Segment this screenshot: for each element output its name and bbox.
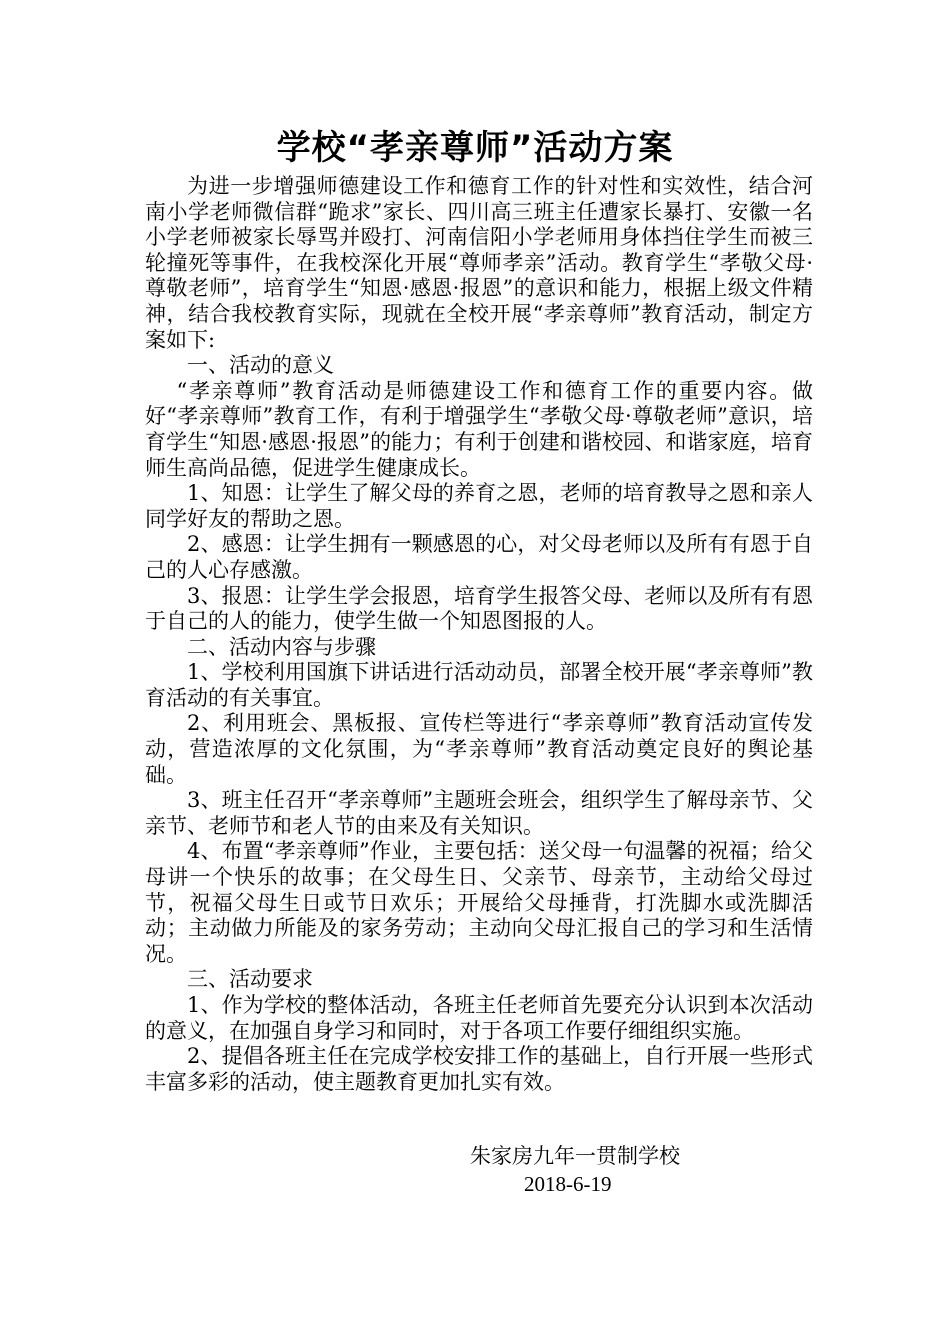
- list-item-ganen: 2、感恩：让学生拥有一颗感恩的心，对父母老师以及所有有恩于自己的人心存感激。: [145, 532, 813, 582]
- step-item-2: 2、利用班会、黑板报、宣传栏等进行“孝亲尊师”教育活动宣传发动，营造浓厚的文化氛围，为“孝亲尊师”教育活动奠定良好的舆论基础。: [145, 711, 813, 787]
- document-title: 学校“孝亲尊师”活动方案: [276, 128, 674, 168]
- signature-date: 2018-6-19: [524, 1172, 612, 1196]
- step-item-3: 3、班主任召开“孝亲尊师”主题班会班会，组织学生了解母亲节、父亲节、老师节和老人节的由来及有关知识。: [145, 788, 813, 838]
- requirement-item-1: 1、作为学校的整体活动，各班主任老师首先要充分认识到本次活动的意义，在加强自身学习和同时，对于各项工作要仔细组织实施。: [145, 993, 813, 1043]
- intro-paragraph: 为进一步增强师德建设工作和德育工作的针对性和实效性，结合河南小学老师微信群“跪求”家长、四川高三班主任遭家长暴打、安徽一名小学老师被家长辱骂并殴打、河南信阳小学老师用身体挡住学生而被三轮撞死等事件，在我校深化开展“尊师孝亲”活动。教育学生“孝敬父母·尊敬老师”，培育学生“知恩·感恩·报恩”的意识和能力，根据上级文件精神，结合我校教育实际，现就在全校开展“孝亲尊师”教育活动，制定方案如下:: [145, 174, 813, 352]
- significance-paragraph: “孝亲尊师”教育活动是师德建设工作和德育工作的重要内容。做好“孝亲尊师”教育工作，有利于增强学生“孝敬父母·尊敬老师”意识，培育学生“知恩·感恩·报恩”的能力；有利于创建和谐校园、和谐家庭，培育师生高尚品德，促进学生健康成长。: [145, 378, 813, 480]
- step-item-1: 1、学校利用国旗下讲话进行活动动员，部署全校开展“孝亲尊师”教育活动的有关事宜。: [145, 660, 813, 710]
- step-item-4: 4、布置“孝亲尊师”作业，主要包括：送父母一句温馨的祝福；给父母讲一个快乐的故事；在父母生日、父亲节、母亲节，主动给父母过节，祝福父母生日或节日欢乐；开展给父母捶背，打洗脚水或洗脚活动；主动做力所能及的家务劳动；主动向父母汇报自己的学习和生活情况。: [145, 839, 813, 966]
- section-heading-content-steps: 二、活动内容与步骤: [187, 634, 376, 659]
- document-body: [145, 174, 813, 1095]
- list-item-zhien: 1、知恩：让学生了解父母的养育之恩，老师的培育教导之恩和亲人同学好友的帮助之恩。: [145, 481, 813, 531]
- section-heading-significance: 一、活动的意义: [187, 353, 334, 378]
- requirement-item-2: 2、提倡各班主任在完成学校安排工作的基础上，自行开展一些形式丰富多彩的活动，使主题教育更加扎实有效。: [145, 1044, 813, 1094]
- list-item-baoen: 3、报恩：让学生学会报恩，培育学生报答父母、老师以及所有有恩于自己的人的能力，使学生做一个知恩图报的人。: [145, 583, 813, 634]
- signature-block: [470, 1142, 730, 1198]
- section-heading-requirements: 三、活动要求: [187, 967, 313, 992]
- signature-organization: 朱家房九年一贯制学校: [470, 1144, 680, 1168]
